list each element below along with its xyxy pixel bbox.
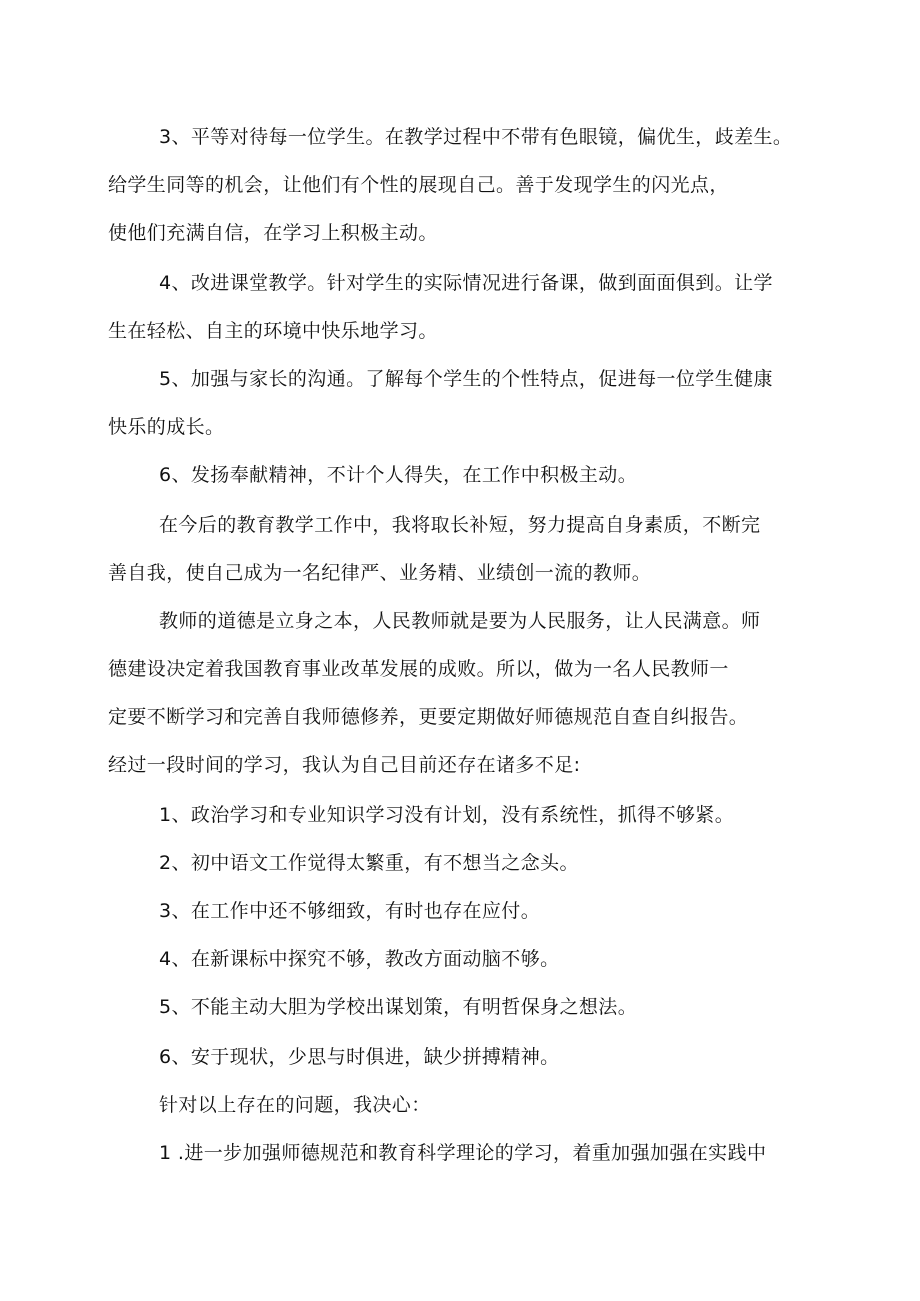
paragraph-line: 5、加强与家长的沟通。了解每个学生的个性特点，促进每一位学生健康 — [159, 368, 773, 390]
paragraph-line: 5、不能主动大胆为学校出谋划策，有明哲保身之想法。 — [159, 996, 638, 1018]
paragraph-line: 针对以上存在的问题，我决心： — [159, 1094, 431, 1116]
paragraph-line: 经过一段时间的学习，我认为自己目前还存在诸多不足: — [108, 754, 581, 776]
paragraph-line: 定要不断学习和完善自我师德修养，更要定期做好师德规范自查自纠报告。 — [108, 706, 749, 728]
paragraph-line: 6、发扬奉献精神，不计个人得失，在工作中积极主动。 — [159, 464, 638, 486]
paragraph-line: 教师的道德是立身之本，人民教师就是要为人民服务，让人民满意。师 — [159, 610, 761, 632]
paragraph-line: 使他们充满自信，在学习上积极主动。 — [108, 222, 438, 244]
paragraph-line: 3、在工作中还不够细致，有时也存在应付。 — [159, 900, 541, 922]
paragraph-line: 2、初中语文工作觉得太繁重，有不想当之念头。 — [159, 852, 579, 874]
paragraph-line: 4、改进课堂教学。针对学生的实际情况进行备课，做到面面俱到。让学 — [159, 272, 773, 294]
paragraph-line: 1、政治学习和专业知识学习没有计划，没有系统性，抓得不够紧。 — [159, 804, 735, 826]
paragraph-line: 4、在新课标中探究不够，教改方面动脑不够。 — [159, 948, 560, 970]
paragraph-line: 在今后的教育教学工作中，我将取长补短，努力提高自身素质，不断完 — [159, 514, 761, 536]
paragraph-line: 3、平等对待每一位学生。在教学过程中不带有色眼镜，偏优生，歧差生。 — [159, 126, 793, 148]
paragraph-line: 给学生同等的机会，让他们有个性的展现自己。善于发现学生的闪光点， — [108, 174, 729, 196]
paragraph-line: 6、安于现状，少思与时俱进，缺少拼搏精神。 — [159, 1046, 560, 1068]
paragraph-line: 快乐的成长。 — [108, 416, 225, 438]
paragraph-line: 善自我，使自己成为一名纪律严、业务精、业绩创一流的教师。 — [108, 562, 652, 584]
paragraph-line: 1 .进一步加强师德规范和教育科学理论的学习，着重加强加强在实践中 — [159, 1142, 767, 1164]
paragraph-line: 德建设决定着我国教育事业改革发展的成败。所以，做为一名人民教师一 — [108, 658, 729, 680]
paragraph-line: 生在轻松、自主的环境中快乐地学习。 — [108, 320, 438, 342]
